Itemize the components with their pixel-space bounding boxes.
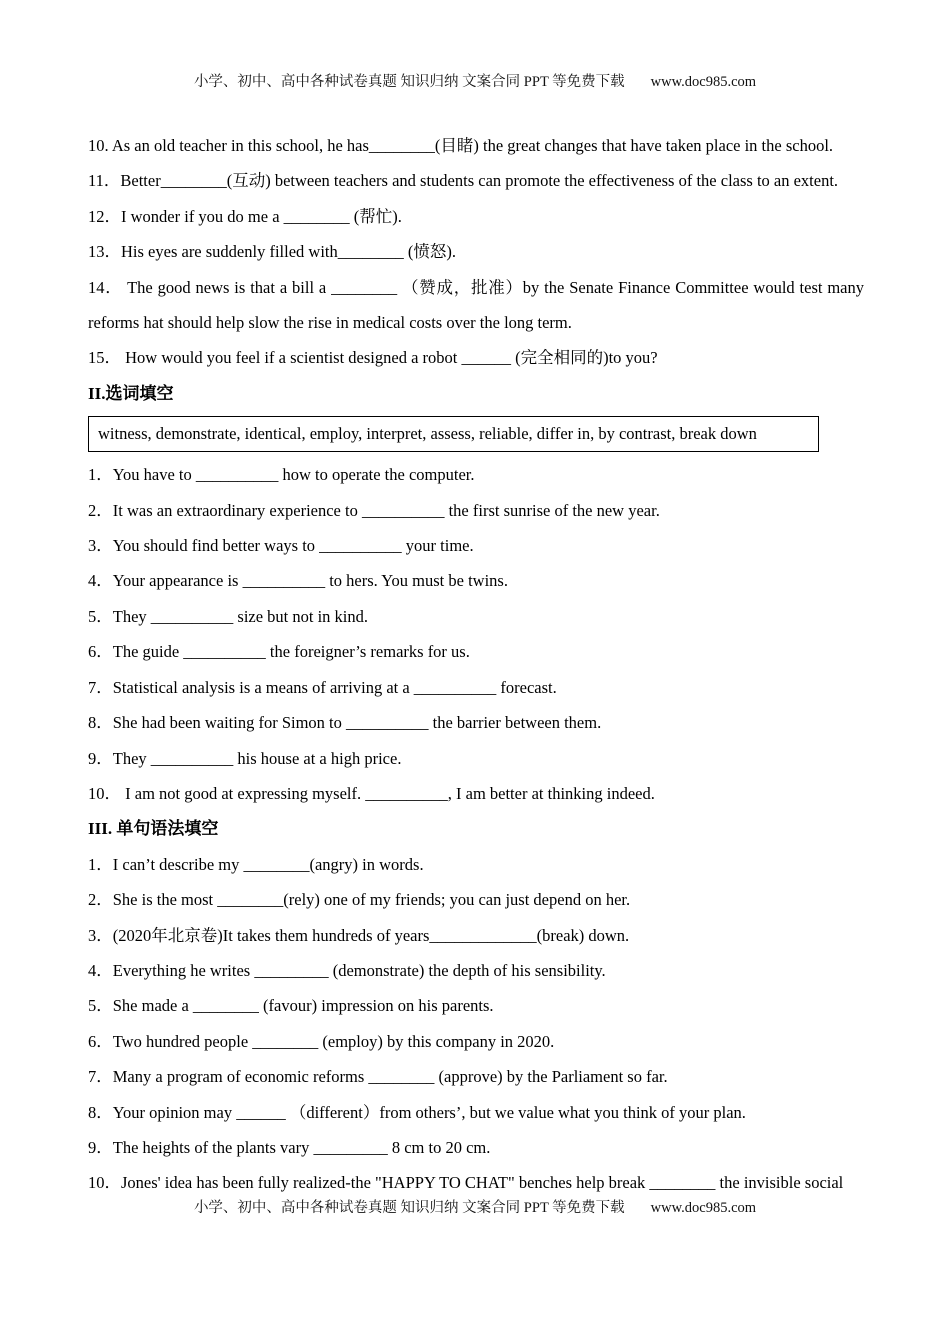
exercise-item: 10． I am not good at expressing myself. __________, I am better at thinking indeed. [88, 783, 655, 803]
exercise-item: 9．They __________ his house at a high price. [88, 748, 402, 768]
header-url: www.doc985.com [650, 74, 757, 90]
page-header [0, 70, 950, 91]
exercise-item: 14． The good news is that a bill a ________ （赞成，批准）by the Senate Finance Committee would test many reforms hat should help slow the rise in medical costs over the long term. [88, 277, 864, 333]
exercise-item: 9．The heights of the plants vary _________ 8 cm to 20 cm. [88, 1137, 491, 1157]
exercise-item: 10．Jones' idea has been fully realized-the "HAPPY TO CHAT" benches help break ________ the invisible social [88, 1173, 844, 1193]
exercise-item: 4．Everything he writes _________ (demonstrate) the depth of his sensibility. [88, 960, 606, 980]
word-bank-text: witness, demonstrate, identical, employ, interpret, assess, reliable, differ in, by contrast, break down [98, 424, 757, 444]
exercise-item: 5．They __________ size but not in kind. [88, 606, 369, 626]
exercise-item: 8．She had been waiting for Simon to __________ the barrier between them. [88, 713, 602, 733]
exercise-item: 11．Better________(互动) between teachers and students can promote the effectiveness of the class to an extent. [88, 171, 839, 191]
page-footer [0, 1196, 950, 1217]
exercise-item: 6．The guide __________ the foreigner’s remarks for us. [88, 642, 470, 662]
exercise-item: 15． How would you feel if a scientist designed a robot ______ (完全相同的)to you? [88, 348, 658, 368]
exercise-item: 1．I can’t describe my ________(angry) in words. [88, 854, 424, 874]
exercise-item: 1．You have to __________ how to operate the computer. [88, 465, 475, 485]
exercise-item: 10. As an old teacher in this school, he has________(目睹) the great changes that have taken place in the school. [88, 136, 834, 155]
header-promo-text: 小学、初中、高中各种试卷真题 知识归纳 文案合同 PPT 等免费下载 [193, 74, 625, 90]
exercise-item: 4．Your appearance is __________ to hers. You must be twins. [88, 571, 508, 591]
footer-promo-text: 小学、初中、高中各种试卷真题 知识归纳 文案合同 PPT 等免费下载 [193, 1200, 625, 1216]
exercise-item: 13．His eyes are suddenly filled with________ (愤怒). [88, 242, 456, 262]
exercise-item: 8．Your opinion may ______ （different）from others’, but we value what you think of your plan. [88, 1102, 746, 1122]
exercise-item: 6．Two hundred people ________ (employ) by this company in 2020. [88, 1031, 555, 1051]
exercise-item: 7．Many a program of economic reforms ________ (approve) by the Parliament so far. [88, 1067, 668, 1087]
exercise-item: 2．She is the most ________(rely) one of my friends; you can just depend on her. [88, 890, 631, 910]
exercise-item: 3．You should find better ways to __________ your time. [88, 536, 474, 556]
exercise-item: 7．Statistical analysis is a means of arriving at a __________ forecast. [88, 677, 557, 697]
exercise-item: 2．It was an extraordinary experience to __________ the first sunrise of the new year. [88, 500, 660, 520]
section-heading-iii: III. 单句语法填空 [88, 819, 219, 839]
exercise-item: 12．I wonder if you do me a ________ (帮忙). [88, 206, 402, 226]
exercise-item: 3．(2020年北京卷)It takes them hundreds of years_____________(break) down. [88, 925, 630, 945]
document-content [88, 128, 864, 1201]
section-heading-ii: II.选词填空 [88, 383, 174, 403]
footer-url: www.doc985.com [650, 1200, 757, 1216]
exercise-item: 5．She made a ________ (favour) impression on his parents. [88, 996, 494, 1016]
word-bank-box [88, 416, 819, 452]
